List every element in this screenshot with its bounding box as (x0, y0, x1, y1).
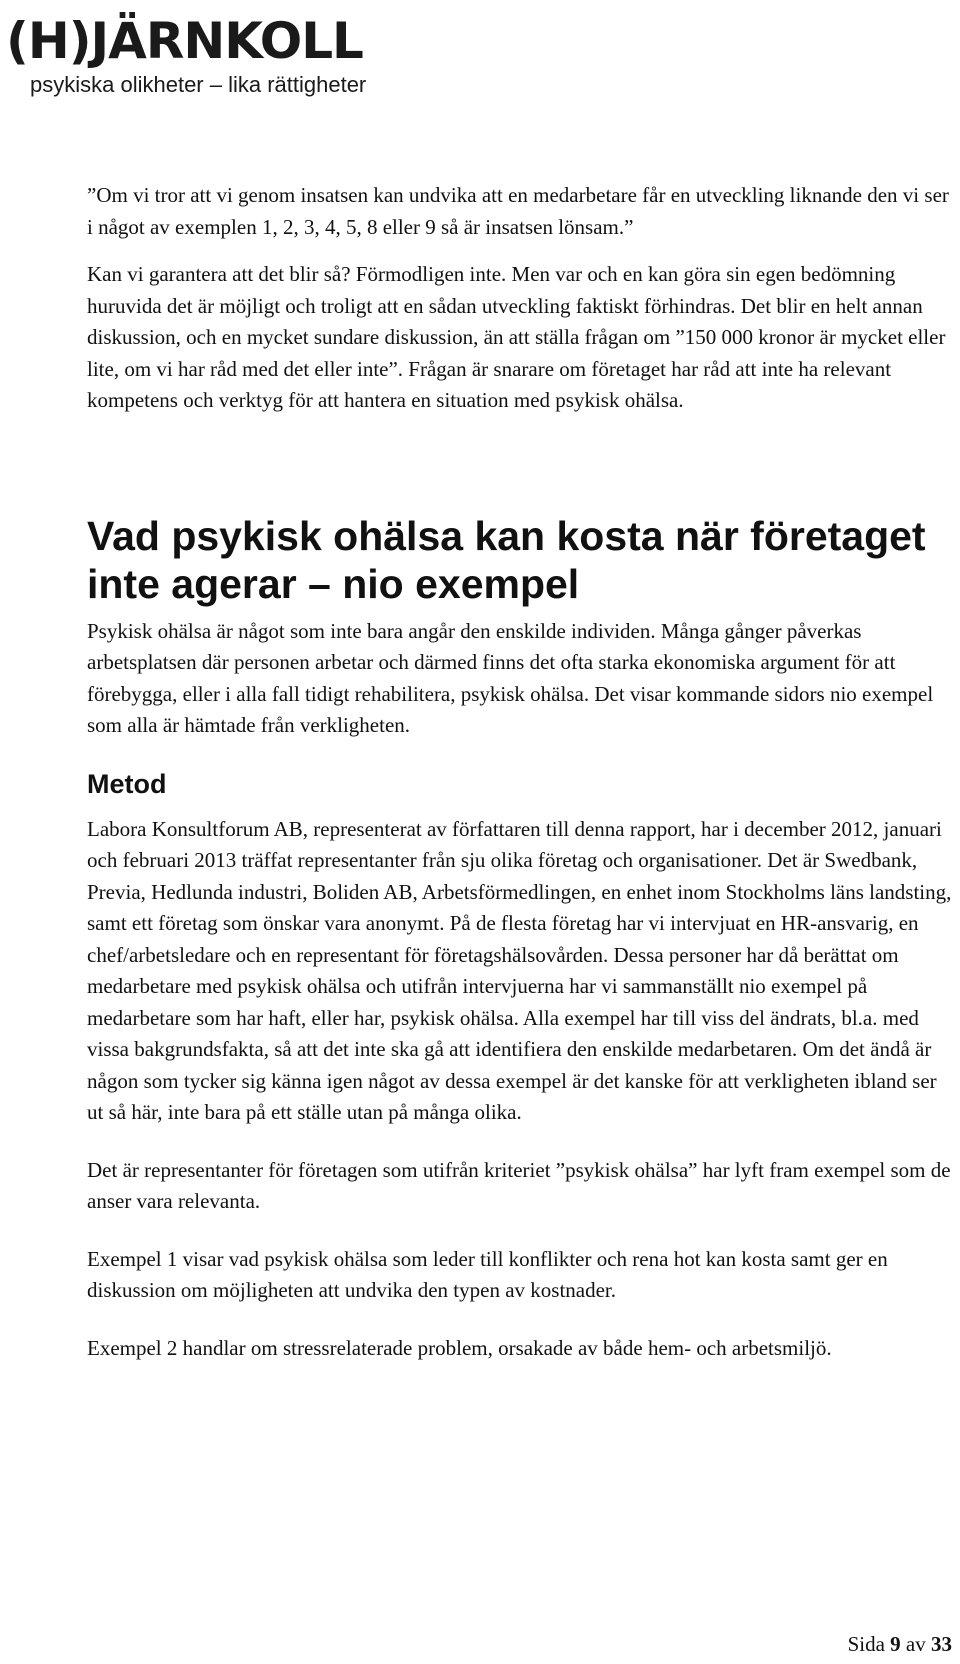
page-total: 33 (931, 1632, 952, 1656)
quote-paragraph: ”Om vi tror att vi genom insatsen kan undvika att en medarbetare får en utveckling liknande den vi ser i något av exemplen 1, 2, 3, 4, 5, 8 eller 9 så är insatsen lönsam.” (87, 183, 949, 239)
logo-wordmark: (H)JÄRNKOLL (6, 12, 363, 70)
section-heading: Vad psykisk ohälsa kan kosta när företaget inte agerar – nio exempel (87, 512, 926, 607)
section-paragraph: Psykisk ohälsa är något som inte bara angår den enskilde individen. Många gånger påverkas arbetsplatsen där personen arbetar och därmed finns det ofta starka ekonomiska argument för att förebygga, eller i alla fall tidigt rehabilitera, psykisk ohälsa. Det visar kommande sidors nio exempel som alla är hämtade från verkligheten. (87, 618, 934, 737)
page-of: av (905, 1632, 926, 1656)
metod-paragraph-1: Labora Konsultforum AB, representerat av författaren till denna rapport, har i december 2012, januari och februari 2013 träffat representanter från sju olika företag och organisationer. Det är Swedbank, Previa, Hedlunda industri, Boliden AB, Arbetsförmedlingen, en enhet inom Stockholms läns landsting, samt ett företag som önskar vara anonymt. På de flesta företag har vi intervjuat en HR-ansvarig, en chef/arbetsledare och en representant för företagshälsovården. Dessa personer har då berättat om medarbetare med psykisk ohälsa och utifrån intervjuerna har vi sammanställt nio exempel på medarbetare som har haft, eller har, psykisk ohälsa. Alla exempel har till viss del ändrats, bl.a. med vissa bakgrundsfakta, så att det inte ska gå att identifiera den enskilde medarbetaren. Om det ändå är någon som tycker sig känna igen något av dessa exempel är det kanske för att verkligheten ibland ser ut så här, inte bara på ett ställe utan på många olika. (87, 816, 952, 1124)
page-prefix: Sida (847, 1632, 885, 1656)
intro-paragraph: Kan vi garantera att det blir så? Förmodligen inte. Men var och en kan göra sin egen bedömning huruvida det är möjligt och troligt att en sådan utveckling faktiskt förhindras. Det blir en helt annan diskussion, och en mycket sundare diskussion, än att ställa frågan om ”150 000 kronor är mycket eller lite, om vi har råd med det eller inte”. Frågan är snarare om företaget har råd att inte ha relevant kompetens och verktyg för att hantera en situation med psykisk ohälsa. (87, 262, 946, 412)
metod-paragraph-3: Exempel 1 visar vad psykisk ohälsa som leder till konflikter och rena hot kan kosta samt ger en diskussion om möjligheten att undvika den typen av kostnader. (87, 1246, 888, 1302)
metod-paragraph-2: Det är representanter för företagen som utifrån kriteriet ”psykisk ohälsa” har lyft fram exempel som de anser vara relevanta. (87, 1157, 951, 1213)
page-number (848, 1630, 952, 1658)
logo-tagline: psykiska olikheter – lika rättigheter (30, 72, 367, 97)
logo (6, 12, 366, 98)
page-current: 9 (890, 1632, 901, 1656)
metod-heading: Metod (87, 768, 167, 799)
metod-paragraph-4: Exempel 2 handlar om stressrelaterade problem, orsakade av både hem- och arbetsmiljö. (87, 1335, 832, 1360)
document-body (87, 180, 955, 1364)
